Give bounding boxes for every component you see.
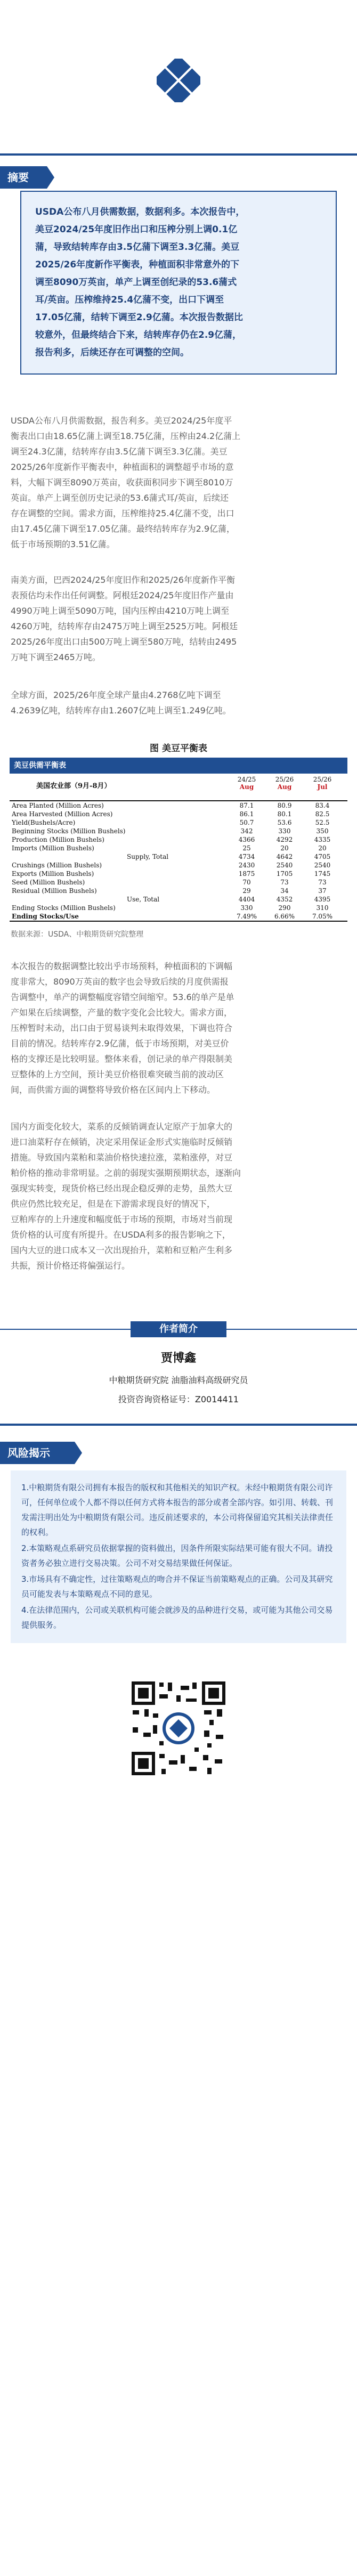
author-license: 投资咨询资格证号：Z0014411 [118,1394,239,1404]
row-value: 342 [240,827,253,835]
table-row [10,801,347,810]
table-row [10,887,347,895]
column-head [263,776,306,791]
table-row [10,878,347,887]
table-body [10,801,347,922]
column-month: Aug [277,783,292,791]
row-value: 20 [318,844,327,852]
text-line: 豆粕库存的上升速度和幅度低于市场的预期，市场对当前现 [11,1214,233,1224]
text-line: 粕价格的推动非常明显。之前的弱现实强期预期状态，逐渐向 [11,1168,241,1178]
column-month: Jul [317,783,328,791]
row-value: 1705 [276,870,293,877]
row-label: Ending Stocks/Use [12,913,79,920]
row-label: Area Planted (Million Acres) [12,802,104,809]
row-value: 53.6 [277,819,292,826]
qr-code-icon[interactable] [129,1679,228,1777]
row-label: Crushings (Million Bushels) [12,862,102,869]
column-head [225,776,268,791]
row-label: Production (Million Bushels) [12,836,104,843]
text-line: 供应仍然比较充足，但是在下游需求现良好的情况下， [11,1199,216,1209]
summary-line: 美豆2024/25年度旧作出口和压榨分别上调0.1亿 [35,224,238,235]
text-line: 产如果在后续调整，产量的数字变化会比较大。需求方面， [11,1007,233,1018]
summary-line: 较意外，但最终结合下来，结转库存仍在2.9亿蒲， [35,330,242,340]
risk-item: 1.中粮期货有限公司拥有本报告的版权和其他相关的知识产权。未经中粮期货有限公司许可，任何单位或个人都不得以任何方式将本报告的部分或者全部内容。如引用、转载、刊发需注明出处为中粮期货有限公司。违反前述要求的，本公司将保留追究其相关法律责任的权利。 [21,1483,334,1537]
row-value: 330 [278,827,291,835]
row-value: 6.66% [274,913,295,920]
text-line: 低于市场预期的3.51亿蒲。 [11,539,115,549]
row-label: Yield(Bushels/Acre) [12,819,76,826]
summary-line: 耳/英亩。压榨维持25.4亿蒲不变，出口下调至 [35,295,224,305]
text-line: 强现实转变，现货价格已经出现企稳反弹的走势，虽然大豆 [11,1183,233,1193]
text-line: 豆整体的上方空间，预计美豆价格很难突破当前的波动区 [11,1069,224,1079]
text-line: 由17.45亿蒲下调至17.05亿蒲。最终结转库存为2.9亿蒲， [11,524,236,534]
table-row [10,827,347,835]
text-line: 格的支撑还是比较明显。整体来看，创记录的单产得限制美 [11,1054,233,1064]
table-row [10,904,347,912]
row-value: 1745 [314,870,331,877]
table-row [10,861,347,869]
table-source: 数据来源：USDA、中粮期货研究院整理 [11,930,144,939]
row-label: Exports (Million Bushels) [12,870,94,877]
row-label: Imports (Million Bushels) [12,844,94,852]
row-value: 29 [242,887,251,895]
row-value: 80.1 [277,810,292,818]
text-line: 万吨下调至2465万吨。 [11,652,101,662]
row-value: 34 [280,887,289,895]
row-label: Residual (Million Bushels) [12,887,97,895]
author-section-header [0,1321,357,1337]
risk-item: 4.在法律范围内，公司或关联机构可能会就涉及的品种进行交易，或可能为其他公司交易提供服务。 [21,1605,333,1630]
author-section-tag: 作者简介 [131,1321,226,1337]
row-value: 2540 [276,862,293,869]
row-value: 50.7 [239,819,254,826]
row-value: 290 [278,904,291,912]
summary-line: 调至8090万英亩，单产上调至创纪录的53.6蒲式 [35,277,237,288]
column-month: Aug [239,783,254,791]
table-row [10,844,347,852]
summary-box [20,191,337,375]
table-row [10,835,347,844]
text-line: 4990万吨上调至5090万吨，国内压榨由4210万吨上调至 [11,606,230,616]
text-line: 目前的情况。结转库存2.9亿蒲，低于市场预期，对美豆价 [11,1038,229,1049]
text-line: 间，而供需方面的调整将导致价格在区间内上下移动。 [11,1085,216,1095]
table-header: 美豆供需平衡表 [10,758,347,774]
text-line: 2025/26年度新作平衡表中，种植面积的调整超乎市场的意 [11,462,234,472]
column-label: 美国农业部（9月-8月） [36,782,111,790]
summary-line: 蒲，导致结转库存由3.5亿蒲下调至3.3亿蒲。美豆 [35,242,240,253]
text-line: 进口油菜籽存在倾销，决定采用保证金形式实施临时反倾销 [11,1137,233,1147]
table-row [10,818,347,827]
text-line: 货价格的认可度有所提升。在USDA利多的报告影响之下， [11,1230,231,1240]
row-value: 7.49% [236,913,257,920]
risk-item: 3.市场具有不确定性，过往策略观点的吻合并不保证当前策略观点的正确。公司及其研究员可能发表与本策略观点不同的意见。 [21,1574,333,1599]
risk-item: 2.本策略观点系研究员依据掌握的资料做出，因条件所限实际结果可能有很大不同。请投资者务必独立进行交易决策。公司不对交易结果做任何保证。 [21,1543,333,1568]
text-line: 4260万吨，结转库存由2475万吨上调至2525万吨。阿根廷 [11,621,238,631]
table-row [10,810,347,818]
row-label: Ending Stocks (Million Bushels) [12,904,116,912]
row-value: 4705 [314,853,331,860]
column-year: 25/26 [313,776,332,783]
text-line: 调至24.3亿蒲，结转库存由3.5亿蒲下调至3.3亿蒲。美豆 [11,446,228,457]
text-line: 2025/26年度出口由500万吨上调至580万吨，结转由2495 [11,637,237,647]
row-value: 70 [242,879,251,886]
row-value: 4734 [238,853,255,860]
author-name: 贾博鑫 [160,1352,196,1365]
row-value: 2430 [238,862,255,869]
column-head [301,776,344,791]
row-value: 4404 [238,896,255,903]
risk-disclosure-box [11,1470,346,1643]
body-paragraph-usda [11,413,346,552]
body-paragraph-global [11,687,346,718]
table-column-header [10,774,347,801]
row-value: 73 [318,879,327,886]
row-value: 20 [280,844,289,852]
company-logo-icon [157,59,200,102]
row-label: Seed (Million Bushels) [12,879,85,886]
author-bottom-divider [0,1424,357,1426]
text-line: 衡表出口由18.65亿蒲上调至18.75亿蒲，压榨由24.2亿蒲上 [11,431,241,441]
header-divider [0,153,357,156]
analysis-paragraph-us [11,958,346,1098]
table-row [10,895,347,904]
analysis-paragraph-domestic [11,1119,346,1273]
text-line: 本次报告的数据调整比较出乎市场预料，种植面积的下调幅 [11,961,233,971]
summary-line: 报告利多，后续还存在可调整的空间。 [35,347,189,358]
row-value: 4335 [314,836,331,843]
text-line: 措施。导致国内菜粕和菜油价格快速拉涨，菜粕涨停，对豆 [11,1152,233,1163]
text-line: 度非常大，8090万英亩的数字也会导致后续的月度供需报 [11,977,229,987]
row-value: 52.5 [315,819,330,826]
text-line: 压榨暂时未动，出口由于贸易谈判未取得效果，下调也符合 [11,1023,233,1033]
row-label: Area Harvested (Million Acres) [12,810,113,818]
table-title: 图 美豆平衡表 [150,743,207,754]
text-line: 南美方面，巴西2024/25年度旧作和2025/26年度新作平衡 [11,575,235,585]
row-value: 83.4 [315,802,330,809]
text-line: 料，大幅下调至8090万英亩，收获面积同步下调至8010万 [11,477,233,487]
text-line: USDA公布八月供需数据，报告利多。美豆2024/25年度平 [11,416,232,426]
column-year: 25/26 [275,776,294,783]
row-value: 4366 [238,836,255,843]
table-row [10,852,347,861]
table-row [10,912,347,922]
text-line: 国内大豆的进口成本又一次出现抬升，菜粕和豆粕产生利多 [11,1245,233,1255]
row-value: 73 [280,879,289,886]
table-row [10,869,347,878]
body-paragraph-south-america [11,572,346,665]
risk-section-tag: 风险揭示 [0,1442,75,1464]
text-line: 英亩。单产上调至创历史记录的53.6蒲式耳/英亩，后续还 [11,493,229,503]
row-value: 82.5 [315,810,330,818]
summary-line: USDA公布八月供需数据，数据利多。本次报告中， [35,207,245,217]
row-value: 330 [240,904,253,912]
author-organization: 中粮期货研究院 油脂油料高级研究员 [109,1375,248,1385]
row-value: 310 [316,904,329,912]
row-value: 4642 [276,853,293,860]
text-line: 告调整中，单产的调整幅度容错空间缩窄。53.6的单产是单 [11,992,234,1002]
column-year: 24/25 [237,776,256,783]
soybean-balance-table [10,758,347,922]
text-line: 国内方面变化较大，菜系的反倾销调查认定原产于加拿大的 [11,1122,233,1132]
summary-section-tag: 摘要 [0,166,47,189]
row-value: 25 [242,844,251,852]
row-value: 350 [316,827,329,835]
row-value: 4352 [276,896,293,903]
text-line: 共振，预计价格还将偏强运行。 [11,1261,131,1271]
row-value: 80.9 [277,802,292,809]
text-line: 4.2639亿吨，结转库存由1.2607亿吨上调至1.249亿吨。 [11,705,231,716]
row-value: 87.1 [239,802,254,809]
text-line: 表预估均未作出任何调整。阿根廷2024/25年度旧作产量由 [11,590,234,600]
row-value: 86.1 [239,810,254,818]
row-label: Beginning Stocks (Million Bushels) [12,827,126,835]
row-value: 37 [318,887,327,895]
row-value: 7.05% [312,913,333,920]
row-value: 1875 [238,870,255,877]
summary-line: 2025/26年度新作平衡表，种植面积非常意外的下 [35,259,240,270]
row-value: 2540 [314,862,331,869]
row-label: Use, Total [127,896,160,903]
text-line: 存在调整的空间。需求方面，压榨维持25.4亿蒲不变，出口 [11,508,234,518]
text-line: 全球方面，2025/26年度全球产量由4.2768亿吨下调至 [11,690,221,700]
row-value: 4292 [276,836,293,843]
summary-line: 17.05亿蒲，结转下调至2.9亿蒲。本次报告数据比 [35,312,243,323]
row-value: 4395 [314,896,331,903]
row-label: Supply, Total [127,853,169,860]
